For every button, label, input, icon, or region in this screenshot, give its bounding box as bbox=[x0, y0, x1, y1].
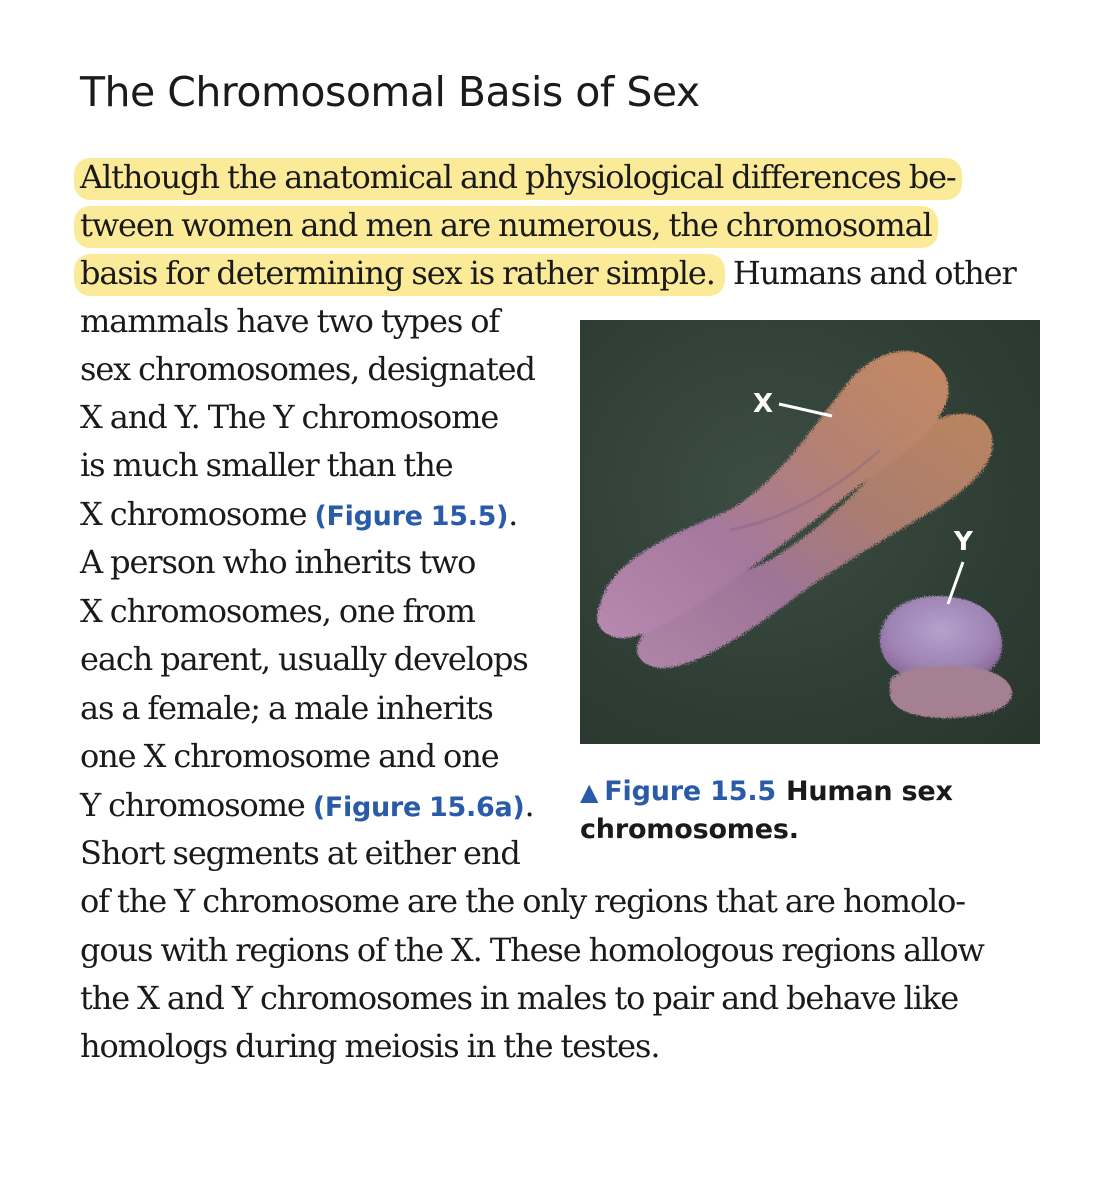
paragraph-line: sex chromosomes, designated bbox=[80, 350, 535, 388]
paragraph-text: . bbox=[508, 495, 518, 533]
paragraph-line: the X and Y chromosomes in males to pair and behave like bbox=[80, 979, 959, 1017]
y-chromosome bbox=[880, 596, 1012, 718]
paragraph-line: X chromosomes, one from bbox=[80, 592, 475, 630]
x-label: X bbox=[753, 389, 774, 419]
paragraph-line: mammals have two types of bbox=[80, 302, 500, 340]
figure-title: Human sex chromosomes. bbox=[580, 776, 953, 845]
section-heading: The Chromosomal Basis of Sex bbox=[80, 68, 700, 116]
paragraph-line bbox=[80, 781, 534, 829]
highlighted-text: tween women and men are numerous, the chromosomal bbox=[74, 206, 938, 248]
paragraph-line: A person who inherits two bbox=[80, 543, 476, 581]
paragraph-text: Y chromosome bbox=[80, 786, 313, 824]
paragraph-line bbox=[80, 153, 962, 201]
paragraph-line: is much smaller than the bbox=[80, 446, 453, 484]
paragraph-text: X chromosome bbox=[80, 495, 315, 533]
highlighted-text: basis for determining sex is rather simple. bbox=[74, 254, 725, 296]
paragraph-line: gous with regions of the X. These homologous regions allow bbox=[80, 931, 984, 969]
paragraph-text: Humans and other bbox=[724, 254, 1016, 292]
paragraph-line: Short segments at either end bbox=[80, 834, 520, 872]
paragraph-line: X and Y. The Y chromosome bbox=[80, 398, 499, 436]
figure-reference-link[interactable]: (Figure 15.6a) bbox=[312, 792, 525, 823]
x-pointer-line bbox=[779, 404, 832, 416]
paragraph-text: . bbox=[524, 786, 534, 824]
paragraph-line: as a female; a male inherits bbox=[80, 689, 493, 727]
chromosome-micrograph bbox=[580, 320, 1040, 744]
paragraph-line: of the Y chromosome are the only regions that are homolo- bbox=[80, 882, 966, 920]
figure-number: Figure 15.5 bbox=[604, 776, 776, 807]
paragraph-line bbox=[80, 249, 1016, 297]
paragraph-line bbox=[80, 201, 938, 249]
paragraph-line: homologs during meiosis in the testes. bbox=[80, 1027, 660, 1065]
paragraph-line: each parent, usually develops bbox=[80, 640, 528, 678]
chromosome-illustration bbox=[580, 320, 1040, 744]
figure-caption bbox=[580, 773, 1040, 849]
triangle-icon: ▲ bbox=[580, 778, 599, 806]
y-label: Y bbox=[954, 527, 973, 557]
paragraph-line: one X chromosome and one bbox=[80, 737, 499, 775]
paragraph-line bbox=[80, 490, 517, 538]
highlighted-text: Although the anatomical and physiological differences be- bbox=[74, 158, 962, 200]
figure-reference-link[interactable]: (Figure 15.5) bbox=[314, 501, 509, 532]
